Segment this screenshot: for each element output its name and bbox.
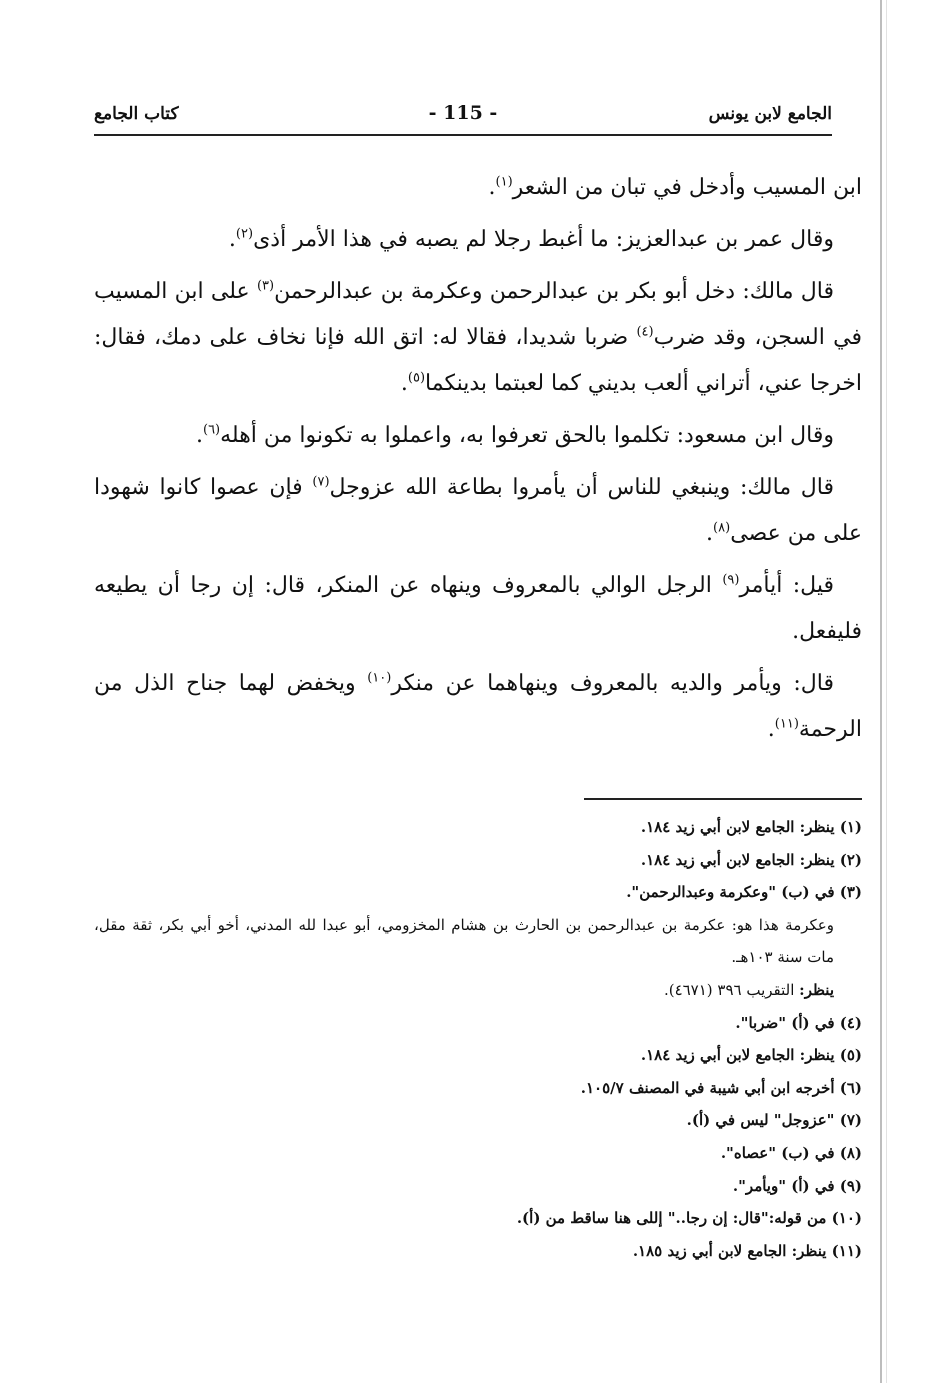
paragraph-2: وقال عمر بن عبدالعزيز: ما أغبط رجلا لم يصبه في هذا الأمر أذى$^{(٢)}$.	[228, 226, 834, 252]
header-chapter-title: كتاب الجامع	[94, 104, 179, 124]
footnote-ref: (٧)	[312, 474, 330, 490]
paragraph-3: قال مالك: دخل أبو بكر بن عبدالرحمن وعكرمة بن عبدالرحمن$^{(٣)}$ على ابن المسيب في السجن، وقد ضرب$^{(٤)}$ ضربا شديدا، فقالا له: اتق الله فإنا نخاف على دمك، فقال: اخرجا عني، أتراني ألعب بديني كما لعبتما بدينكما$^{(٥)}$.	[94, 278, 863, 396]
footnote-ref: (١٠)	[367, 670, 392, 686]
paragraph-6: قيل: أيأمر$^{(٩)}$ الرجل الوالي بالمعروف وينهاه عن المنكر، قال: إن رجا أن يطيعه فليفعل.	[94, 572, 862, 644]
footnote-1: (١) ينظر: الجامع لابن أبي زيد ١٨٤.	[640, 818, 862, 836]
footnote-ref: (٣)	[256, 278, 275, 294]
main-text	[94, 165, 862, 759]
footnote-ref: (٩)	[722, 572, 740, 588]
footnote-5: (٥) ينظر: الجامع لابن أبي زيد ١٨٤.	[640, 1046, 862, 1065]
paragraph-1: ابن المسيب وأدخل في تبان من الشعر$^{(١)}$.	[488, 174, 862, 200]
footnote-ref: (١١)	[774, 716, 799, 732]
header-book-title: الجامع لابن يونس	[708, 104, 832, 124]
footnote-2: (٢) ينظر: الجامع لابن أبي زيد ١٨٤.	[640, 850, 862, 869]
footnote-4: (٤) في (أ) "ضربا".	[735, 1013, 862, 1032]
footnote-7: (٧) "عزوجل" ليس في (أ).	[686, 1111, 862, 1130]
footnote-separator	[584, 798, 862, 800]
footnote-ref: (٦)	[202, 422, 221, 438]
footnote-ref: (٢)	[235, 226, 254, 242]
footnote-3-reference: ينظر: التقريب ٣٩٦ (٤٦٧١).	[663, 980, 834, 999]
footnote-11: (١١) ينظر: الجامع لابن أبي زيد ١٨٥.	[632, 1241, 862, 1260]
footnote-8: (٨) في (ب) "عصاه".	[720, 1143, 862, 1162]
paragraph-5: قال مالك: وينبغي للناس أن يأمروا بطاعة الله عزوجل$^{(٧)}$ فإن عصوا كانوا شهودا على من عصى$^{(٨)}$.	[94, 474, 862, 546]
footnote-ref: (١)	[495, 174, 513, 190]
footnote-ref: (٨)	[713, 520, 731, 536]
paragraph-4: وقال ابن مسعود: تكلموا بالحق تعرفوا به، واعملوا به تكونوا من أهله$^{(٦)}$.	[195, 422, 834, 448]
page-edge-line	[880, 0, 882, 1383]
header-rule	[94, 134, 832, 136]
footnote-ref: (٤)	[636, 324, 654, 340]
footnote-10: (١٠) من قوله:"قال: إن رجا.." إللى هنا ساقط من (أ).	[516, 1209, 862, 1228]
page-edge-line-shadow	[886, 0, 887, 1383]
footnote-ref: (٥)	[407, 370, 426, 386]
paragraph-7: قال: ويأمر والديه بالمعروف وينهاهما عن منكر$^{(١٠)}$ ويخفض لهما جناح الذل من الرحمة$^{(١١)}$.	[94, 670, 862, 742]
footnote-9: (٩) في (أ) "ويأمر".	[732, 1176, 862, 1195]
footnote-3-continuation: وعكرمة هذا هو: عكرمة بن عبدالرحمن بن الحارث بن هشام المخزومي، أبو عبدا لله المدني، أخو أبي بكر، ثقة مقل، مات سنة ١٠٣هـ.	[94, 915, 834, 967]
page-number: - 115 -	[428, 102, 498, 124]
footnote-6: (٦) أخرجه ابن أبي شيبة في المصنف ١٠٥/٧.	[580, 1078, 862, 1097]
running-header	[94, 102, 832, 132]
footnotes	[94, 811, 862, 1267]
footnote-3: (٣) في (ب) "وعكرمة وعبدالرحمن".	[626, 883, 862, 902]
